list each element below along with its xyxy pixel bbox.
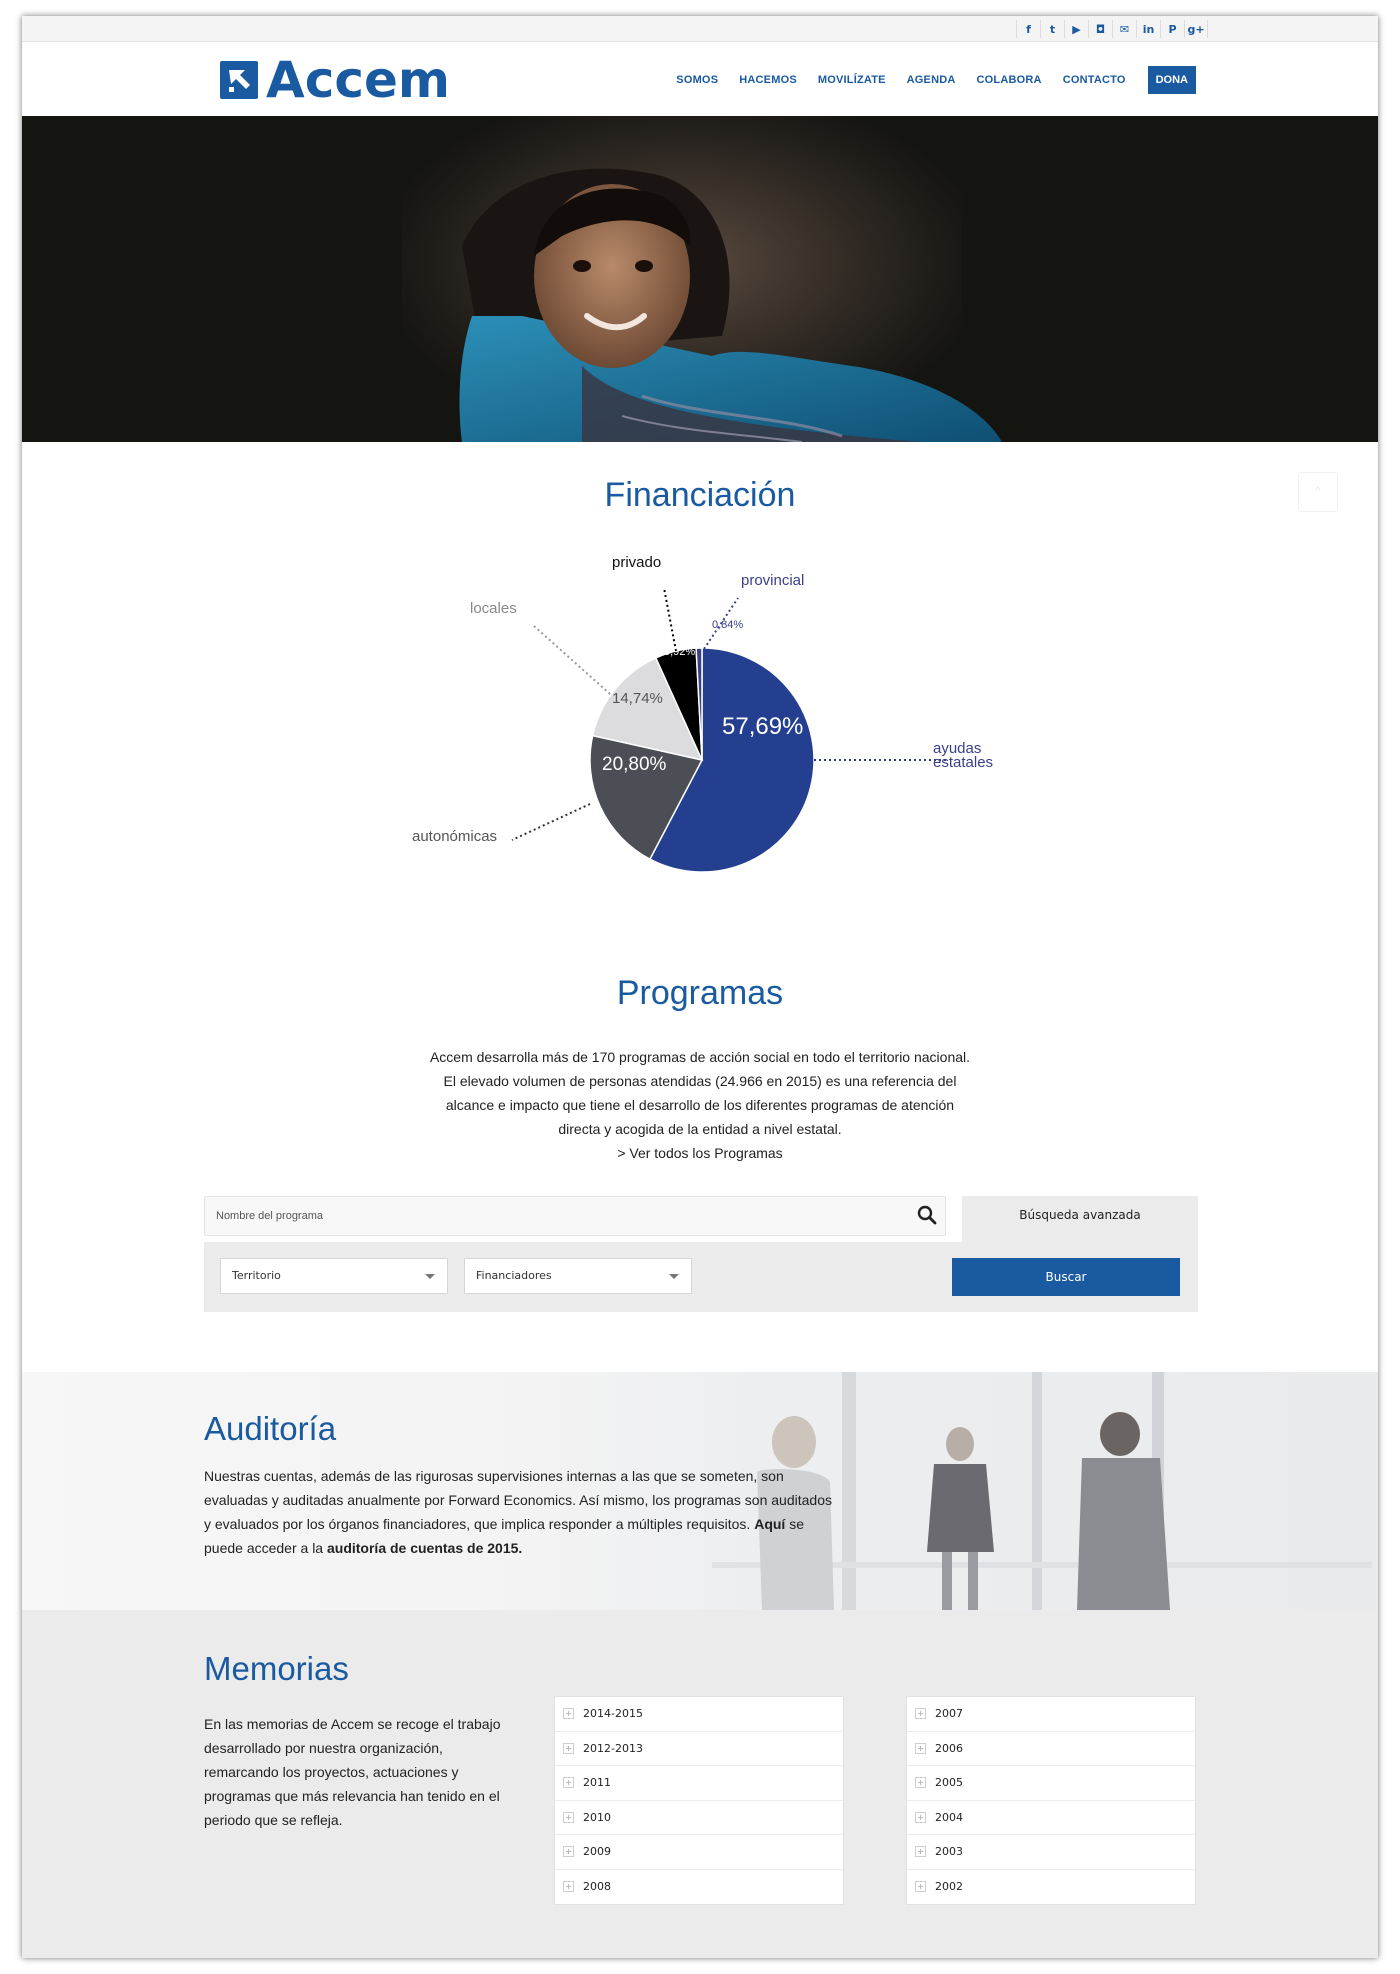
instagram-icon[interactable]: ◘ <box>1088 20 1112 38</box>
chevron-down-icon <box>425 1274 435 1279</box>
logo[interactable] <box>220 51 450 109</box>
nav-colabora[interactable]: COLABORA <box>976 74 1042 86</box>
memorias-text: En las memorias de Accem se recoge el trabajo desarrollado por nuestra organización, remarcando los proyectos, actuaciones y programas que más relevancia han tenido en el periodo que se refleja. <box>204 1716 501 1828</box>
site-header <box>22 42 1378 116</box>
facebook-icon[interactable]: f <box>1016 20 1040 38</box>
leader-privado <box>664 588 676 651</box>
buscar-button[interactable]: Buscar <box>952 1258 1180 1296</box>
programas-title: Programas <box>616 974 784 1012</box>
plus-icon <box>915 1777 926 1788</box>
pie-value-locales: 14,74% <box>612 690 663 707</box>
pie-label-estatales: ayudas estatales <box>933 740 994 771</box>
chevron-down-icon <box>669 1274 679 1279</box>
financiacion-title: Financiación <box>604 476 796 514</box>
memoria-item[interactable]: 2008 <box>555 1870 843 1905</box>
social-bar <box>22 16 1378 42</box>
auditoria-2015-link[interactable]: auditoría de cuentas de 2015. <box>326 1540 523 1556</box>
memoria-item[interactable]: 2012-2013 <box>555 1732 843 1767</box>
territorio-select[interactable]: Territorio <box>220 1258 448 1294</box>
memoria-item[interactable]: 2010 <box>555 1801 843 1836</box>
leader-autonomicas <box>512 804 590 840</box>
program-search <box>204 1196 1198 1312</box>
dona-button[interactable]: DONA <box>1148 66 1196 94</box>
logo-mark-icon <box>220 61 258 99</box>
plus-icon <box>915 1708 926 1719</box>
auditoria-text: Nuestras cuentas, además de las rigurosas supervisiones internas a las que se someten, son evaluadas y auditadas anualmente por Forward Economics. Así mismo, los programas son auditados y evaluados por los órganos financiadores, que implica responder a múltiples requisitos. Aquí se puede acceder a la auditoría de cuentas de 2015. <box>204 1468 832 1556</box>
pie-value-autonomicas: 20,80% <box>602 754 667 775</box>
linkedin-icon[interactable]: in <box>1136 20 1160 38</box>
plus-icon <box>915 1812 926 1823</box>
pie-label-provincial: provincial <box>741 572 805 589</box>
main-nav <box>655 66 1196 94</box>
memoria-item[interactable]: 2014-2015 <box>555 1697 843 1732</box>
memoria-item[interactable]: 2005 <box>907 1766 1195 1801</box>
auditoria-title: Auditoría <box>204 1410 337 1447</box>
search-box <box>204 1196 946 1236</box>
financiacion-pie-chart <box>22 536 1378 896</box>
pinterest-icon[interactable]: P <box>1160 20 1184 38</box>
memoria-item[interactable]: 2007 <box>907 1697 1195 1732</box>
ver-programas-link[interactable]: > Ver todos los Programas <box>617 1145 783 1161</box>
back-to-top-button[interactable]: ^ <box>1298 472 1338 512</box>
memoria-item[interactable]: 2009 <box>555 1835 843 1870</box>
plus-icon <box>563 1777 574 1788</box>
pie-label-locales: locales <box>470 600 517 617</box>
twitter-icon[interactable]: t <box>1040 20 1064 38</box>
memoria-item[interactable]: 2006 <box>907 1732 1195 1767</box>
memorias-section <box>22 1610 1378 1958</box>
memorias-list-left <box>554 1696 844 1905</box>
advanced-search-panel <box>204 1242 1198 1312</box>
memorias-title: Memorias <box>204 1650 349 1687</box>
financiadores-select[interactable]: Financiadores <box>464 1258 692 1294</box>
memoria-item[interactable]: 2002 <box>907 1870 1195 1905</box>
advanced-search-tab[interactable]: Búsqueda avanzada <box>962 1196 1198 1242</box>
memorias-list-right <box>906 1696 1196 1905</box>
search-icon[interactable] <box>917 1205 937 1230</box>
google-plus-icon[interactable]: g+ <box>1184 20 1208 38</box>
nav-contacto[interactable]: CONTACTO <box>1062 74 1126 86</box>
memoria-item[interactable]: 2003 <box>907 1835 1195 1870</box>
youtube-icon[interactable]: ▶ <box>1064 20 1088 38</box>
program-name-input[interactable] <box>205 1197 905 1235</box>
memoria-item[interactable]: 2011 <box>555 1766 843 1801</box>
plus-icon <box>563 1743 574 1754</box>
programas-description: Accem desarrolla más de 170 programas de acción social en todo el territorio nacional. El elevado volumen de personas atendidas (24.966 en 2015) es una referencia del alcance e impacto que tiene el desarrollo de los diferentes programas de atención directa y acogida de la entidad a nivel estatal. > Ver todos los Programas <box>22 1045 1378 1165</box>
nav-hacemos[interactable]: HACEMOS <box>739 74 797 86</box>
nav-movilizate[interactable]: MOVILÍZATE <box>817 74 886 86</box>
plus-icon <box>563 1846 574 1857</box>
pie-value-provincial: 0,84% <box>712 619 744 631</box>
auditoria-section <box>22 1372 1378 1610</box>
pie-label-privado: privado <box>612 554 662 571</box>
plus-icon <box>915 1743 926 1754</box>
plus-icon <box>915 1846 926 1857</box>
logo-text: Accem <box>266 51 450 109</box>
plus-icon <box>563 1881 574 1892</box>
plus-icon <box>563 1708 574 1719</box>
pie-value-estatales: 57,69% <box>722 713 804 740</box>
memoria-item[interactable]: 2004 <box>907 1801 1195 1836</box>
leader-locales <box>534 626 610 694</box>
plus-icon <box>563 1812 574 1823</box>
nav-somos[interactable]: SOMOS <box>676 74 719 86</box>
page <box>22 16 1378 1958</box>
hero-image <box>22 116 1378 442</box>
plus-icon <box>915 1881 926 1892</box>
aqui-link[interactable]: Aquí <box>754 1516 786 1532</box>
mail-icon[interactable]: ✉ <box>1112 20 1136 38</box>
nav-agenda[interactable]: AGENDA <box>906 74 956 86</box>
pie-label-autonomicas: autonómicas <box>412 828 498 845</box>
social-links <box>1016 20 1208 38</box>
pie-value-privado: 5,92% <box>664 646 696 658</box>
